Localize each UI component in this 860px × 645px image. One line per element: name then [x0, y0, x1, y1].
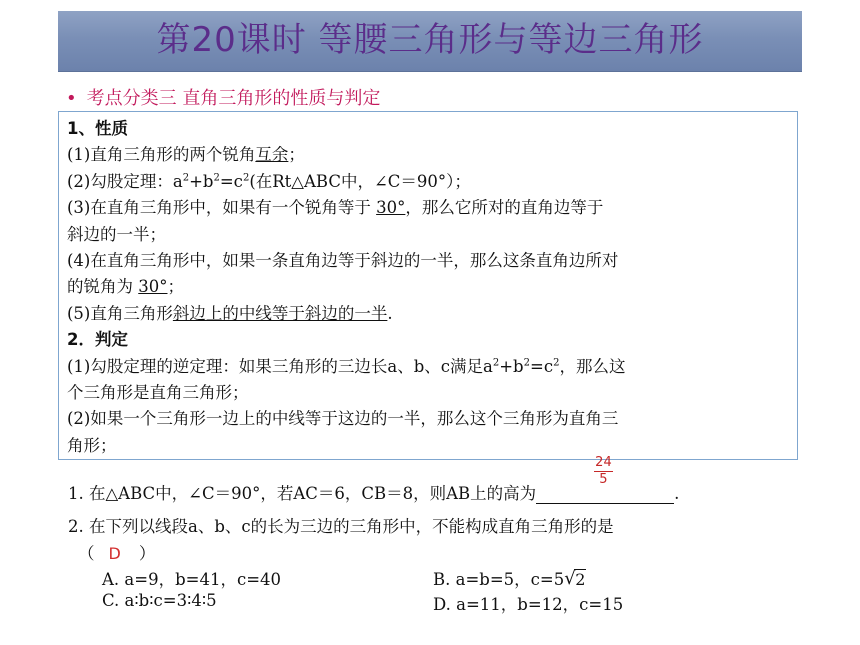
sqrt-icon: √ 2: [564, 568, 586, 589]
property-3-line2: 斜边的一半；: [67, 224, 166, 244]
property-1-answer: 互余: [255, 145, 289, 165]
answer-choice[interactable]: D: [108, 544, 121, 563]
criteria-1-line2: 个三角形是直角三角形；: [67, 383, 249, 403]
property-2: [67, 169, 789, 195]
question-2: 2. 在下列以线段a、b、c的长为三边的三角形中，不能构成直角三角形的是: [68, 517, 614, 536]
option-a[interactable]: A. a=9，b=41，c=40: [102, 570, 282, 589]
property-1-end: ；: [288, 145, 305, 165]
property-2-c: =c: [219, 171, 243, 191]
property-2-d: (在Rt△ABC中，∠C＝90°）；: [249, 171, 471, 191]
question-1-end: .: [674, 484, 680, 503]
property-5-answer: 斜边上的中线等于斜边的一半: [172, 303, 388, 323]
property-2-a: (2)勾股定理：a: [67, 171, 183, 191]
exponent: 2: [523, 357, 530, 369]
property-5: [67, 301, 789, 327]
property-heading: 1、性质: [67, 119, 128, 138]
section-label: 考点分类三 直角三角形的性质与判定: [86, 88, 381, 109]
property-4-line2: [67, 274, 789, 300]
answer-fraction: [594, 455, 613, 488]
exponent: 2: [182, 172, 190, 184]
exponent: 2: [553, 357, 560, 369]
property-5-end: .: [387, 303, 393, 323]
title-banner: [58, 11, 802, 72]
criteria-1-a: (1)勾股定理的逆定理：如果三角形的三边长a、b、c满足a: [67, 356, 493, 376]
option-b[interactable]: [433, 566, 586, 590]
property-3-answer: 30°: [376, 198, 406, 218]
criteria-1-d: ，那么这: [559, 356, 626, 376]
bullet-icon: •: [66, 88, 77, 109]
question-1-text: 1. 在△ABC中，∠C＝90°，若AC＝6，CB＝8，则AB上的高为: [68, 484, 537, 503]
option-b-text: B. a=b=5，c=5: [433, 570, 565, 589]
paren-open: （: [78, 544, 95, 563]
criteria-heading: 2．判定: [67, 330, 128, 350]
property-3-end: ，那么它所对的直角边等于: [405, 198, 604, 218]
criteria-2: (2)如果一个三角形一边上的中线等于这边的一半，那么这个三角形为直角三: [67, 409, 619, 429]
option-d[interactable]: D. a=11，b=12，c=15: [433, 595, 624, 614]
fraction-denominator: 5: [599, 472, 608, 487]
answer-paren: [78, 540, 155, 564]
answer-blank[interactable]: [536, 455, 674, 504]
fraction-numerator: 24: [595, 455, 612, 470]
property-3-text: (3)在直角三角形中，如果有一个锐角等于: [67, 198, 377, 218]
exponent: 2: [492, 357, 500, 369]
knowledge-box: [58, 111, 798, 460]
property-3: [67, 195, 789, 221]
property-4-answer: 30°: [138, 277, 168, 297]
criteria-2-line2: 角形；: [67, 435, 117, 455]
question-1: [68, 455, 680, 504]
criteria-1-c: =c: [530, 356, 554, 376]
section-heading: [66, 84, 380, 110]
property-1: [67, 142, 789, 168]
radicand: 2: [575, 570, 586, 589]
property-5-text: (5)直角三角形: [67, 303, 173, 323]
property-4: (4)在直角三角形中，如果一条直角边等于斜边的一半，那么这条直角边所对: [67, 251, 619, 271]
exponent: 2: [213, 172, 220, 184]
exponent: 2: [242, 172, 250, 184]
criteria-1-b: +b: [499, 356, 524, 376]
property-4-text: 的锐角为: [67, 277, 139, 297]
option-c[interactable]: C. a∶b∶c=3∶4∶5: [102, 591, 217, 610]
property-1-text: (1)直角三角形的两个锐角: [67, 145, 256, 165]
property-2-b: +b: [189, 171, 214, 191]
page-title: 第20课时 等腰三角形与等边三角形: [156, 20, 704, 60]
criteria-1: [67, 354, 789, 380]
paren-close: ）: [138, 544, 156, 563]
property-4-end: ；: [167, 277, 184, 297]
